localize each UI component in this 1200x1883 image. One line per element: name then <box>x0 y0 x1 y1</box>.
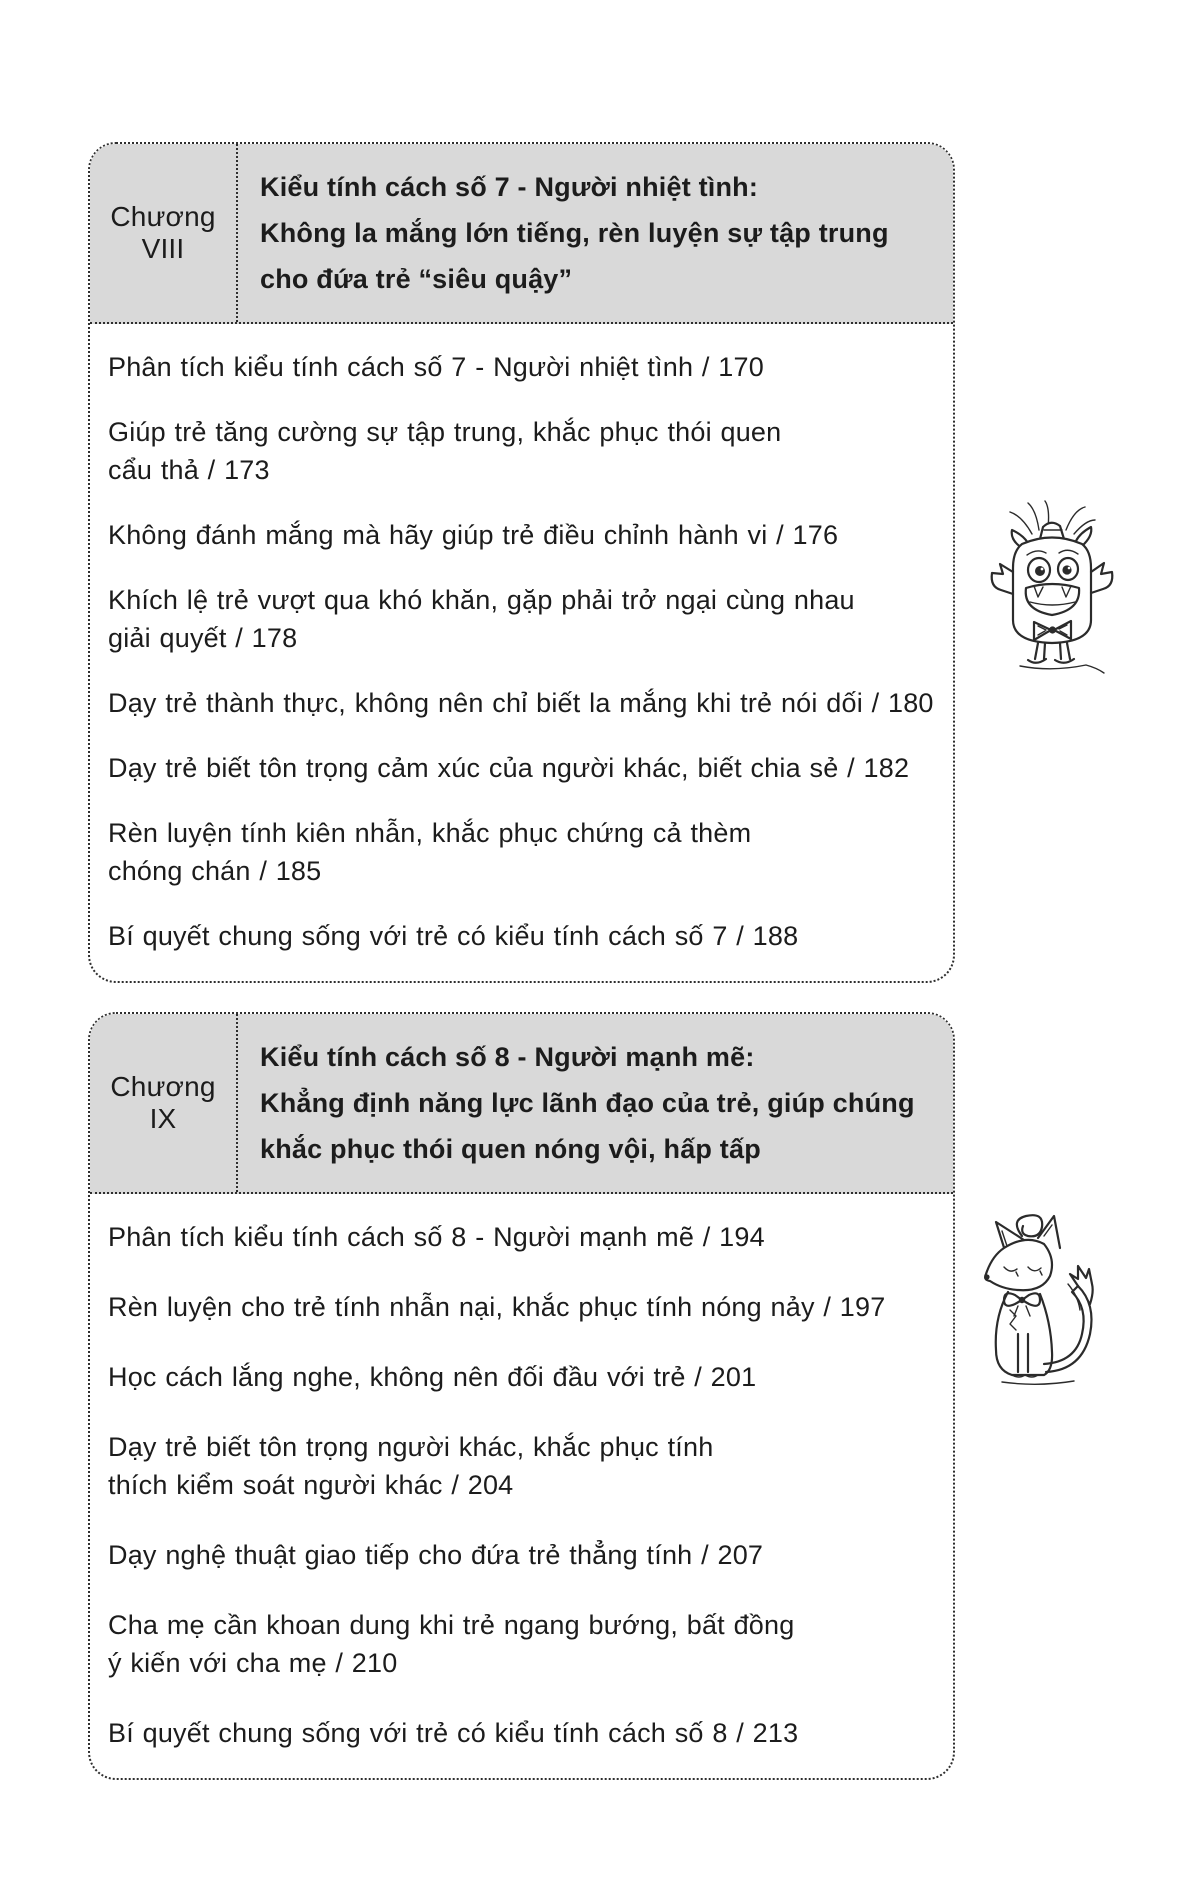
toc-item-line: Rèn luyện tính kiên nhẫn, khắc phục chứng cả thèm <box>108 818 752 848</box>
chapter-8-title-line: Không la mắng lớn tiếng, rèn luyện sự tập trung <box>260 218 889 248</box>
chapter-8-toc-list <box>90 324 953 981</box>
toc-item-line: Rèn luyện cho trẻ tính nhẫn nại, khắc phục tính nóng nảy / 197 <box>108 1292 886 1322</box>
toc-item-line: Học cách lắng nghe, không nên đối đầu với trẻ / 201 <box>108 1362 757 1392</box>
toc-item <box>108 1536 941 1574</box>
chapter-9-label: Chương IX <box>90 1014 238 1192</box>
chapter-8-box <box>88 142 955 983</box>
chapter-9-title-line: Kiểu tính cách số 8 - Người mạnh mẽ: <box>260 1042 755 1072</box>
toc-item-line: Bí quyết chung sống với trẻ có kiểu tính cách số 7 / 188 <box>108 921 799 951</box>
toc-item-line: Dạy trẻ biết tôn trọng cảm xúc của người khác, biết chia sẻ / 182 <box>108 753 910 783</box>
toc-item <box>108 516 941 554</box>
toc-item-line: Phân tích kiểu tính cách số 8 - Người mạnh mẽ / 194 <box>108 1222 765 1252</box>
chapter-9-title-line: khắc phục thói quen nóng vội, hấp tấp <box>260 1134 761 1164</box>
chapter-8-label: Chương VIII <box>90 144 238 322</box>
chapter-9-title <box>238 1014 953 1192</box>
toc-item <box>108 917 941 955</box>
chapter-9-header <box>90 1014 953 1194</box>
fox-icon <box>952 1212 1122 1402</box>
toc-item-line: Phân tích kiểu tính cách số 7 - Người nhiệt tình / 170 <box>108 352 764 382</box>
chapter-8-title <box>238 144 953 322</box>
toc-item-line: Dạy nghệ thuật giao tiếp cho đứa trẻ thẳng tính / 207 <box>108 1540 764 1570</box>
toc-item <box>108 814 941 890</box>
toc-item <box>108 581 941 657</box>
toc-item-line: Dạy trẻ biết tôn trọng người khác, khắc phục tính <box>108 1432 714 1462</box>
chapter-8-header <box>90 144 953 324</box>
toc-item <box>108 1428 941 1504</box>
toc-item <box>108 749 941 787</box>
toc-item <box>108 413 941 489</box>
toc-item <box>108 1288 941 1326</box>
toc-item-line: Không đánh mắng mà hãy giúp trẻ điều chỉnh hành vi / 176 <box>108 520 839 550</box>
toc-item-line: Dạy trẻ thành thực, không nên chỉ biết la mắng khi trẻ nói dối / 180 <box>108 688 934 718</box>
toc-item-line: cẩu thả / 173 <box>108 455 270 485</box>
chapter-8-title-line: cho đứa trẻ “siêu quậy” <box>260 264 573 294</box>
toc-item-line: giải quyết / 178 <box>108 623 298 653</box>
chapter-9-toc-list <box>90 1194 953 1778</box>
toc-item <box>108 348 941 386</box>
chapter-9-title-line: Khẳng định năng lực lãnh đạo của trẻ, giúp chúng <box>260 1088 915 1118</box>
toc-item <box>108 1606 941 1682</box>
toc-item-line: thích kiểm soát người khác / 204 <box>108 1470 514 1500</box>
toc-item-line: Giúp trẻ tăng cường sự tập trung, khắc phục thói quen <box>108 417 782 447</box>
toc-item-line: chóng chán / 185 <box>108 856 322 886</box>
toc-item <box>108 1358 941 1396</box>
monster-illustration <box>982 496 1122 676</box>
toc-item <box>108 1714 941 1752</box>
monster-icon <box>982 496 1122 676</box>
toc-item-line: Cha mẹ cần khoan dung khi trẻ ngang bướng, bất đồng <box>108 1610 795 1640</box>
toc-item-line: Bí quyết chung sống với trẻ có kiểu tính cách số 8 / 213 <box>108 1718 799 1748</box>
chapter-9-box <box>88 1012 955 1780</box>
toc-item <box>108 684 941 722</box>
chapter-8-title-line: Kiểu tính cách số 7 - Người nhiệt tình: <box>260 172 759 202</box>
toc-item <box>108 1218 941 1256</box>
toc-item-line: ý kiến với cha mẹ / 210 <box>108 1648 398 1678</box>
toc-item-line: Khích lệ trẻ vượt qua khó khăn, gặp phải trở ngại cùng nhau <box>108 585 855 615</box>
fox-illustration <box>952 1212 1122 1402</box>
